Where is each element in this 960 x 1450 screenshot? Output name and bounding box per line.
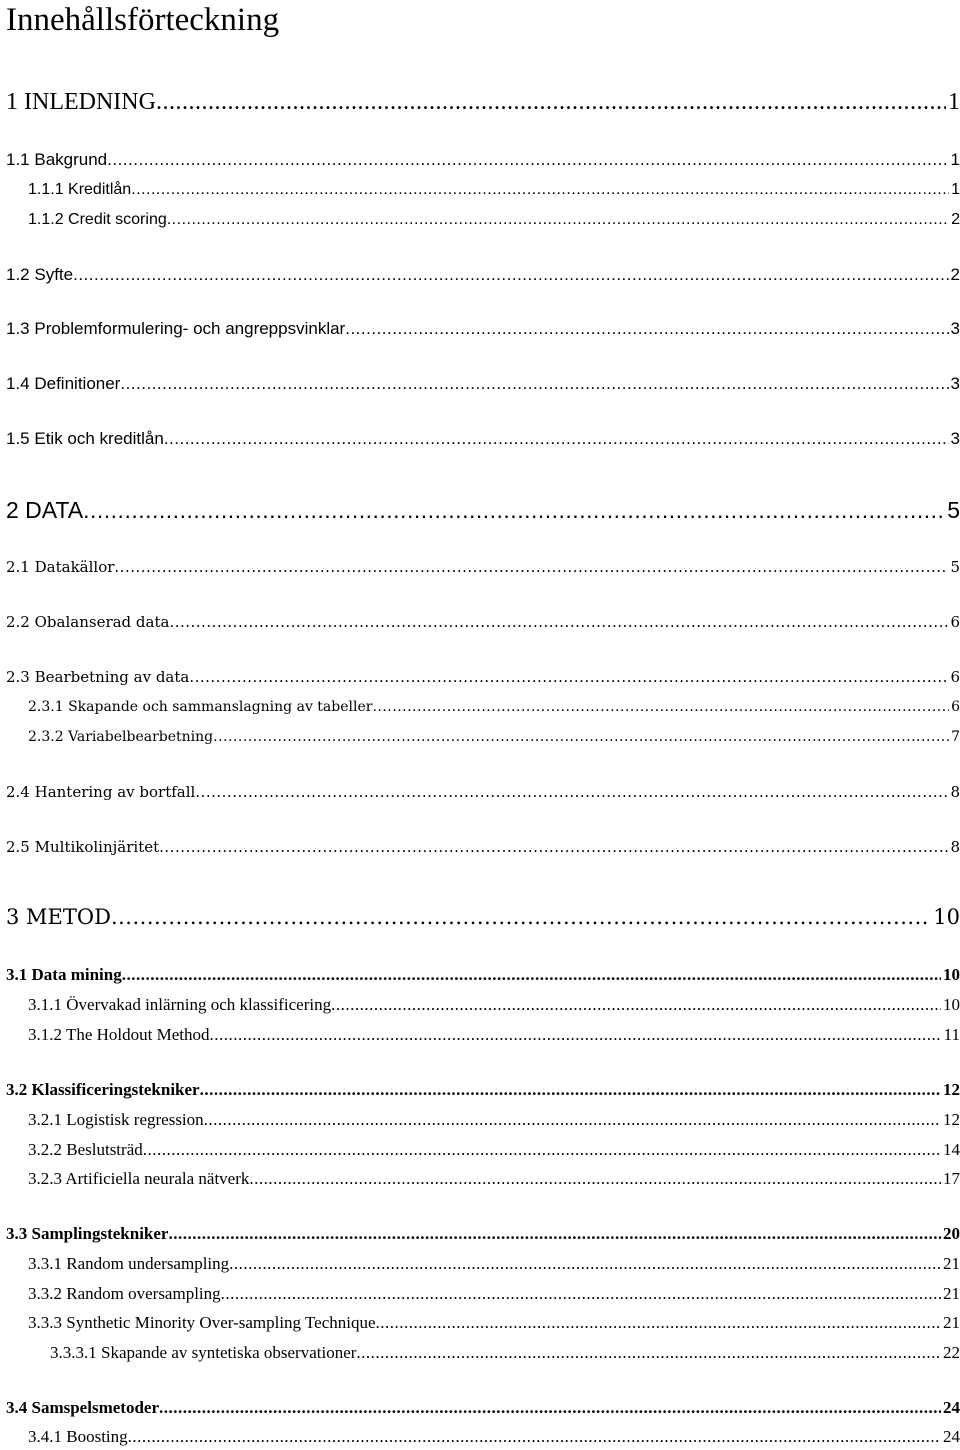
toc-entry-section[interactable] — [0, 556, 960, 578]
toc-entry-section[interactable] — [0, 428, 960, 450]
toc-leader-dots — [111, 901, 931, 933]
toc-entry-label: 1.2 Syfte — [6, 265, 74, 284]
toc-entry-page: 3 — [950, 319, 960, 338]
page-title: Innehållsförteckning — [6, 2, 280, 38]
toc-entry-label: 3 METOD — [6, 905, 111, 929]
toc-entry-section[interactable] — [0, 611, 960, 633]
toc-entry-label: 1.3 Problemformulering- och angreppsvinklar — [6, 319, 346, 338]
toc-entry-label: 2.3.1 Skapande och sammanslagning av tabeller — [28, 699, 373, 715]
toc-entry-section[interactable] — [0, 836, 960, 858]
toc-leader-dots — [331, 994, 941, 1016]
toc-entry-subsection[interactable] — [0, 1024, 960, 1046]
toc-entry-label: 3.3.2 Random oversampling — [28, 1284, 221, 1303]
toc-entry-page: 6 — [950, 668, 960, 686]
toc-entry-page: 5 — [947, 497, 960, 523]
toc-leader-dots — [120, 373, 948, 395]
toc-leader-dots — [169, 611, 948, 633]
toc-entry-label: 2.3.2 Variabelbearbetning — [28, 729, 214, 745]
toc-entry-page: 14 — [943, 1140, 960, 1159]
toc-entry-page: 21 — [943, 1313, 960, 1332]
toc-entry-label: 3.2 Klassificeringstekniker — [6, 1080, 200, 1099]
toc-leader-dots — [376, 1312, 941, 1334]
toc-leader-dots — [114, 556, 948, 578]
toc-entry-page: 5 — [950, 558, 960, 576]
toc-entry-chapter[interactable] — [0, 494, 960, 526]
toc-entry-page: 21 — [943, 1254, 960, 1273]
toc-leader-dots — [107, 149, 948, 171]
toc-entry-page: 24 — [943, 1427, 960, 1446]
toc-leader-dots — [164, 428, 949, 450]
toc-leader-dots — [168, 1223, 941, 1245]
toc-entry-page: 20 — [943, 1224, 960, 1243]
toc-entry-page: 6 — [950, 613, 960, 631]
toc-entry-page: 7 — [951, 729, 960, 745]
toc-entry-page: 17 — [943, 1169, 960, 1188]
toc-leader-dots — [372, 696, 949, 718]
toc-entry-section[interactable] — [0, 149, 960, 171]
toc-entry-section[interactable] — [0, 1397, 960, 1419]
toc-entry-page: 2 — [951, 211, 960, 228]
toc-entry-page: 8 — [950, 838, 960, 856]
toc-entry-section[interactable] — [0, 1079, 960, 1101]
toc-entry-page: 1 — [951, 181, 960, 198]
toc-leader-dots — [204, 1109, 941, 1131]
toc-entry-subsection[interactable] — [0, 1426, 960, 1448]
toc-entry-page: 24 — [943, 1398, 960, 1417]
toc-entry-chapter[interactable] — [0, 901, 960, 933]
toc-entry-page: 21 — [943, 1284, 960, 1303]
toc-entry-label: 3.3.3.1 Skapande av syntetiska observationer — [50, 1343, 357, 1362]
toc-entry-label: 2.4 Hantering av bortfall — [6, 783, 196, 801]
toc-leader-dots — [167, 209, 949, 231]
toc-entry-subsection[interactable] — [0, 1168, 960, 1190]
toc-entry-label: 3.2.1 Logistisk regression — [28, 1110, 204, 1129]
toc-entry-label: 1.5 Etik och kreditlån — [6, 429, 164, 448]
toc-entry-subsection[interactable] — [0, 994, 960, 1016]
toc-entry-subsection[interactable] — [0, 179, 960, 201]
toc-entry-page: 3 — [950, 374, 960, 393]
toc-entry-page: 22 — [943, 1343, 960, 1362]
toc-leader-dots — [128, 1426, 941, 1448]
toc-entry-label: 2 DATA — [6, 497, 84, 523]
toc-entry-chapter[interactable] — [0, 86, 960, 118]
toc-entry-page: 3 — [950, 429, 960, 448]
toc-entry-label: 3.3.1 Random undersampling — [28, 1254, 230, 1273]
toc-entry-label: 3.4.1 Boosting — [28, 1427, 128, 1446]
toc-entry-label: 3.1 Data mining — [6, 965, 122, 984]
toc-entry-label: 1.1.1 Kreditlån — [28, 181, 132, 198]
toc-entry-page: 2 — [950, 265, 960, 284]
toc-leader-dots — [159, 836, 948, 858]
toc-entry-page: 10 — [933, 905, 960, 929]
toc-leader-dots — [195, 781, 948, 803]
toc-entry-label: 1 INLEDNING — [6, 89, 156, 115]
toc-entry-label: 1.1 Bakgrund — [6, 150, 108, 169]
toc-leader-dots — [83, 494, 945, 526]
toc-entry-page: 10 — [943, 965, 960, 984]
toc-entry-subsection[interactable] — [0, 1139, 960, 1161]
toc-entry-section[interactable] — [0, 666, 960, 688]
toc-entry-section[interactable] — [0, 781, 960, 803]
toc-entry-label: 3.4 Samspelsmetoder — [6, 1398, 159, 1417]
toc-entry-label: 3.2.2 Beslutsträd — [28, 1140, 143, 1159]
toc-leader-dots — [221, 1283, 941, 1305]
toc-entry-subsection[interactable] — [0, 1109, 960, 1131]
toc-leader-dots — [131, 179, 949, 201]
toc-entry-label: 3.3.3 Synthetic Minority Over-sampling Technique — [28, 1313, 376, 1332]
toc-leader-dots — [143, 1139, 941, 1161]
toc-entry-subsubsection[interactable] — [0, 1342, 960, 1364]
toc-leader-dots — [213, 726, 949, 748]
toc-entry-label: 2.1 Datakällor — [6, 558, 115, 576]
toc-entry-page: 8 — [950, 783, 960, 801]
toc-entry-subsection[interactable] — [0, 726, 960, 748]
toc-entry-page: 1 — [948, 89, 960, 115]
toc-entry-page: 10 — [943, 995, 960, 1014]
toc-leader-dots — [73, 264, 948, 286]
toc-leader-dots — [249, 1168, 941, 1190]
toc-entry-label: 2.3 Bearbetning av data — [6, 668, 190, 686]
toc-entry-label: 2.5 Multikolinjäritet — [6, 838, 160, 856]
toc-leader-dots — [209, 1024, 941, 1046]
toc-leader-dots — [156, 86, 946, 118]
toc-entry-label: 1.1.2 Credit scoring — [28, 211, 167, 228]
toc-entry-subsection[interactable] — [0, 209, 960, 231]
toc-entry-page: 1 — [950, 150, 960, 169]
toc-leader-dots — [356, 1342, 941, 1364]
toc-entry-section[interactable] — [0, 318, 960, 340]
toc-leader-dots — [189, 666, 948, 688]
toc-entry-page: 12 — [943, 1110, 960, 1129]
toc-entry-subsection[interactable] — [0, 1283, 960, 1305]
toc-entry-page: 11 — [943, 1025, 960, 1044]
toc-entry-page: 12 — [943, 1080, 960, 1099]
toc-entry-label: 1.4 Definitioner — [6, 374, 121, 393]
toc-entry-subsection[interactable] — [0, 696, 960, 718]
toc-entry-label: 3.1.2 The Holdout Method — [28, 1025, 210, 1044]
toc-entry-label: 2.2 Obalanserad data — [6, 613, 170, 631]
toc-entry-page: 6 — [951, 699, 960, 715]
toc-entry-label: 3.2.3 Artificiella neurala nätverk — [28, 1169, 250, 1188]
toc-leader-dots — [345, 318, 948, 340]
toc-entry-subsection[interactable] — [0, 1312, 960, 1334]
toc-entry-label: 3.1.1 Övervakad inlärning och klassificering — [28, 995, 332, 1014]
toc-entry-label: 3.3 Samplingstekniker — [6, 1224, 169, 1243]
toc-entry-section[interactable] — [0, 964, 960, 986]
toc-leader-dots — [229, 1253, 941, 1275]
toc-entry-section[interactable] — [0, 264, 960, 286]
toc-entry-section[interactable] — [0, 373, 960, 395]
toc-leader-dots — [122, 964, 941, 986]
toc-leader-dots — [159, 1397, 941, 1419]
toc-leader-dots — [200, 1079, 941, 1101]
toc-entry-section[interactable] — [0, 1223, 960, 1245]
toc-entry-subsection[interactable] — [0, 1253, 960, 1275]
